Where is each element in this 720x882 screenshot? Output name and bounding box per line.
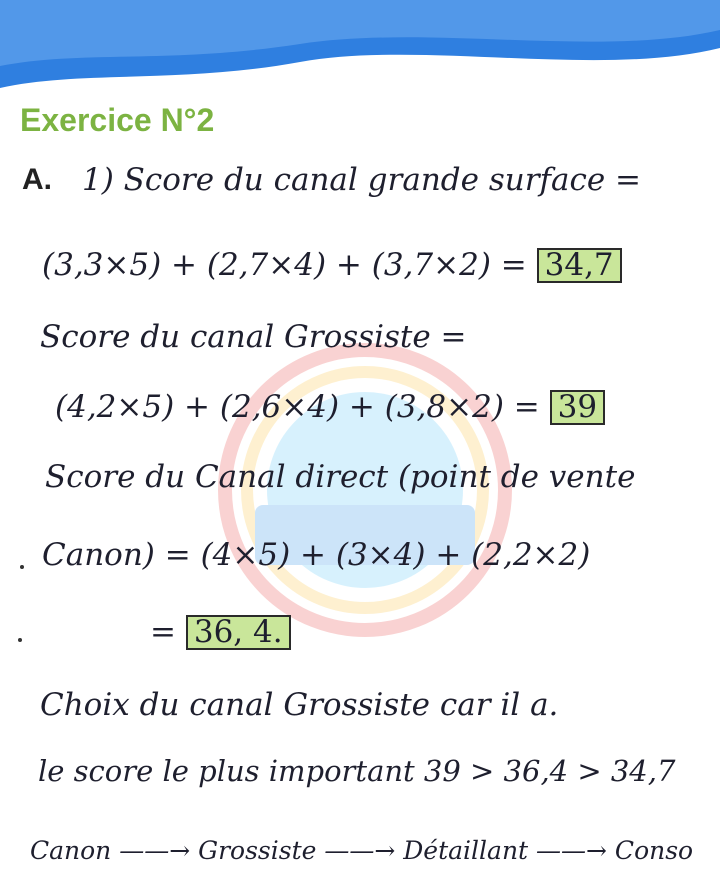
result-highlight: 39 bbox=[550, 390, 605, 425]
calc-expression: (4,2×5) + (2,6×4) + (3,8×2) = bbox=[55, 389, 540, 425]
line-distribution-chain: Canon ——→ Grossiste ——→ Détaillant ——→ Conso bbox=[30, 836, 694, 865]
calc-expression: (3,3×5) + (2,7×4) + (3,7×2) = bbox=[42, 247, 527, 283]
line-score-grande-surface: 1) Score du canal grande surface = bbox=[82, 162, 642, 198]
line-result-direct bbox=[150, 615, 291, 650]
exercise-title: Exercice N°2 bbox=[20, 102, 215, 138]
line-score-grossiste: Score du canal Grossiste = bbox=[40, 319, 467, 355]
line-choice: Choix du canal Grossiste car il a. bbox=[40, 687, 559, 723]
result-highlight: 34,7 bbox=[537, 248, 622, 283]
section-label: A. bbox=[22, 163, 52, 196]
bullet-dot bbox=[18, 638, 22, 642]
line-calc-grande-surface bbox=[42, 248, 622, 283]
header-wave-banner bbox=[0, 0, 720, 95]
result-highlight: 36, 4. bbox=[186, 615, 291, 650]
line-calc-grossiste bbox=[55, 390, 605, 425]
line-calc-direct: Canon) = (4×5) + (3×4) + (2,2×2) bbox=[42, 537, 591, 573]
equals-sign: = bbox=[150, 614, 176, 650]
line-justification: le score le plus important 39 > 36,4 > 34,7 bbox=[38, 754, 676, 788]
line-score-direct: Score du Canal direct (point de vente bbox=[45, 459, 636, 495]
bullet-dot bbox=[20, 565, 24, 569]
